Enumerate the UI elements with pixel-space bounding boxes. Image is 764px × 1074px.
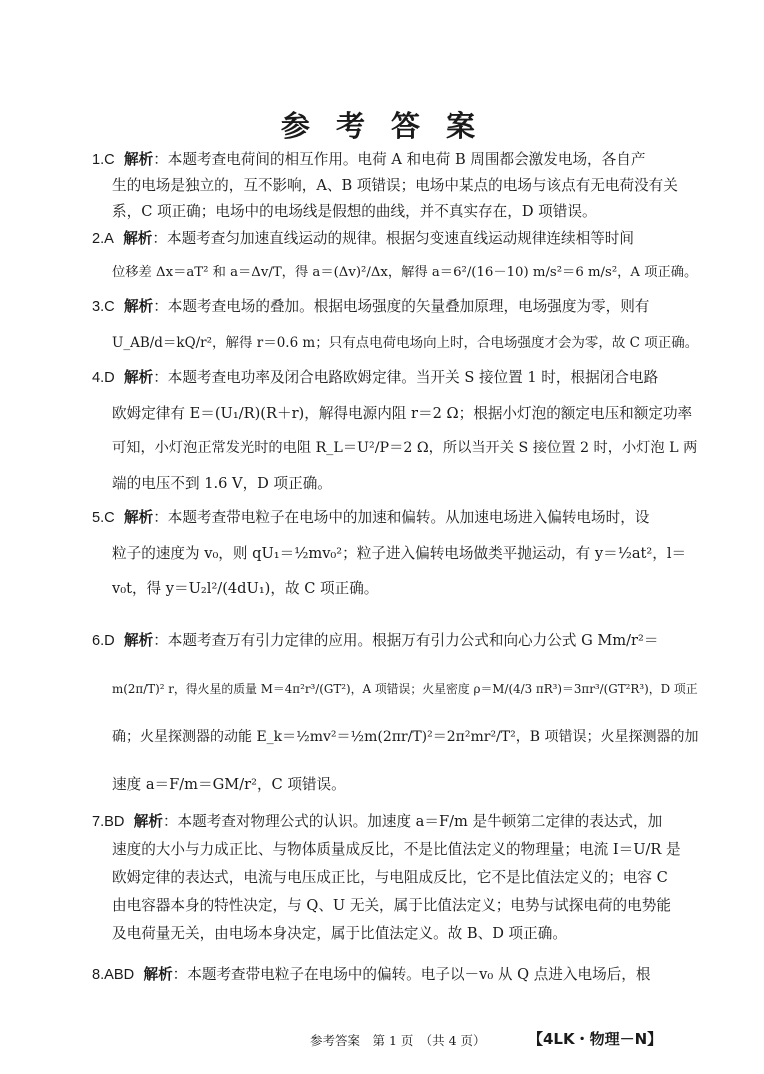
answer-label: 2.A	[92, 231, 114, 247]
answer-text: m(2π/T)² r，得火星的质量 M＝4π²r³/(GT²)，A 项错误；火星密度 ρ＝M/(4/3 πR³)＝3πr³/(GT²R³)，D 项正	[112, 682, 698, 696]
answer-text: ：本题考查带电粒子在电场中的加速和偏转。从加速电场进入偏转电场时，设	[153, 509, 650, 526]
answer-8	[92, 962, 710, 988]
page-title: 参 考 答 案	[280, 109, 484, 143]
answer-text: ：本题考查万有引力定律的应用。根据万有引力公式和向心力公式 G Mm/r²＝	[153, 632, 659, 649]
answer-label: 6.D	[92, 633, 115, 649]
answer-text: ：本题考查电场的叠加。根据电场强度的矢量叠加原理，电场强度为零，则有	[153, 298, 650, 315]
answer-4	[92, 360, 710, 501]
jiexi-label: 解析	[143, 966, 173, 983]
answer-label: 5.C	[92, 510, 115, 526]
answer-text: ：本题考查电荷间的相互作用。电荷 A 和电荷 B 周围都会激发电场，各自产	[153, 151, 646, 168]
answer-label: 8.ABD	[92, 967, 135, 983]
page-footer: 参考答案 第 1 页 （共 4 页）	[310, 1033, 486, 1048]
answer-text: 生的电场是独立的，互不影响，A、B 项错误；电场中某点的电场与该点有无电荷没有关	[112, 177, 678, 194]
jiexi-label: 解析	[133, 813, 163, 830]
answer-text: 速度的大小与力成正比、与物体质量成反比，不是比值法定义的物理量；电流 I＝U/R 是	[112, 841, 681, 858]
answer-7	[92, 808, 710, 948]
answer-3	[92, 289, 710, 361]
answer-label: 4.D	[92, 370, 115, 386]
answer-text: 欧姆定律有 E＝(U₁/R)(R＋r)，解得电源内阻 r＝2 Ω；根据小灯泡的额定电压和额定功率	[112, 405, 693, 422]
answer-label: 7.BD	[92, 814, 125, 830]
answer-text: 端的电压不到 1.6 V，D 项正确。	[112, 475, 332, 492]
answer-label: 3.C	[92, 299, 115, 315]
answer-text: 欧姆定律的表达式，电流与电压成正比，与电阻成反比，它不是比值法定义的；电容 C	[112, 869, 668, 886]
answer-6	[92, 617, 710, 809]
answer-text: 及电荷量无关，由电场本身决定，属于比值法定义。故 B、D 项正确。	[112, 925, 567, 942]
document-code: 【4LK・物理－N】	[528, 1030, 663, 1048]
answer-text: 由电容器本身的特性决定，与 Q、U 无关，属于比值法定义；电势与试探电荷的电势能	[112, 897, 671, 914]
answer-2	[92, 222, 710, 290]
answer-5	[92, 500, 710, 606]
answer-text: 速度 a＝F/m＝GM/r²，C 项错误。	[112, 776, 346, 793]
answer-label: 1.C	[92, 152, 115, 168]
answer-text: 确；火星探测器的动能 E_k＝½mv²＝½m(2πr/T)²＝2π²mr²/T²，B 项错误；火星探测器的加	[112, 729, 699, 745]
answer-text: ：本题考查对物理公式的认识。加速度 a＝F/m 是牛顿第二定律的表达式，加	[162, 813, 663, 830]
answer-text: ：本题考查匀加速直线运动的规律。根据匀变速直线运动规律连续相等时间	[152, 230, 634, 247]
jiexi-label: 解析	[124, 369, 154, 386]
answer-text: U_AB/d＝kQ/r²，解得 r＝0.6 m；只有点电荷电场向上时，合电场强度才会为零，故 C 项正确。	[112, 335, 699, 351]
answer-text: 粒子的速度为 v₀，则 qU₁＝½mv₀²；粒子进入偏转电场做类平抛运动，有 y＝½at²，l＝	[112, 545, 687, 562]
answer-text: ：本题考查电功率及闭合电路欧姆定律。当开关 S 接位置 1 时，根据闭合电路	[153, 369, 659, 386]
jiexi-label: 解析	[124, 509, 154, 526]
jiexi-label: 解析	[124, 151, 154, 168]
jiexi-label: 解析	[124, 632, 154, 649]
jiexi-label: 解析	[123, 230, 153, 247]
jiexi-label: 解析	[124, 298, 154, 315]
answer-text: ：本题考查带电粒子在电场中的偏转。电子以－v₀ 从 Q 点进入电场后，根	[172, 966, 651, 983]
answer-text: 系，C 项正确；电场中的电场线是假想的曲线，并不真实存在，D 项错误。	[112, 203, 597, 220]
answer-1	[92, 147, 710, 225]
answer-text: 可知，小灯泡正常发光时的电阻 R_L＝U²/P＝2 Ω，所以当开关 S 接位置 2 时，小灯泡 L 两	[112, 440, 698, 456]
answer-text: 位移差 Δx＝aT² 和 a＝Δv/T，得 a＝(Δv)²/Δx，解得 a＝6²/(16－10) m/s²＝6 m/s²，A 项正确。	[112, 265, 698, 280]
answer-text: v₀t，得 y＝U₂l²/(4dU₁)，故 C 项正确。	[112, 580, 379, 597]
